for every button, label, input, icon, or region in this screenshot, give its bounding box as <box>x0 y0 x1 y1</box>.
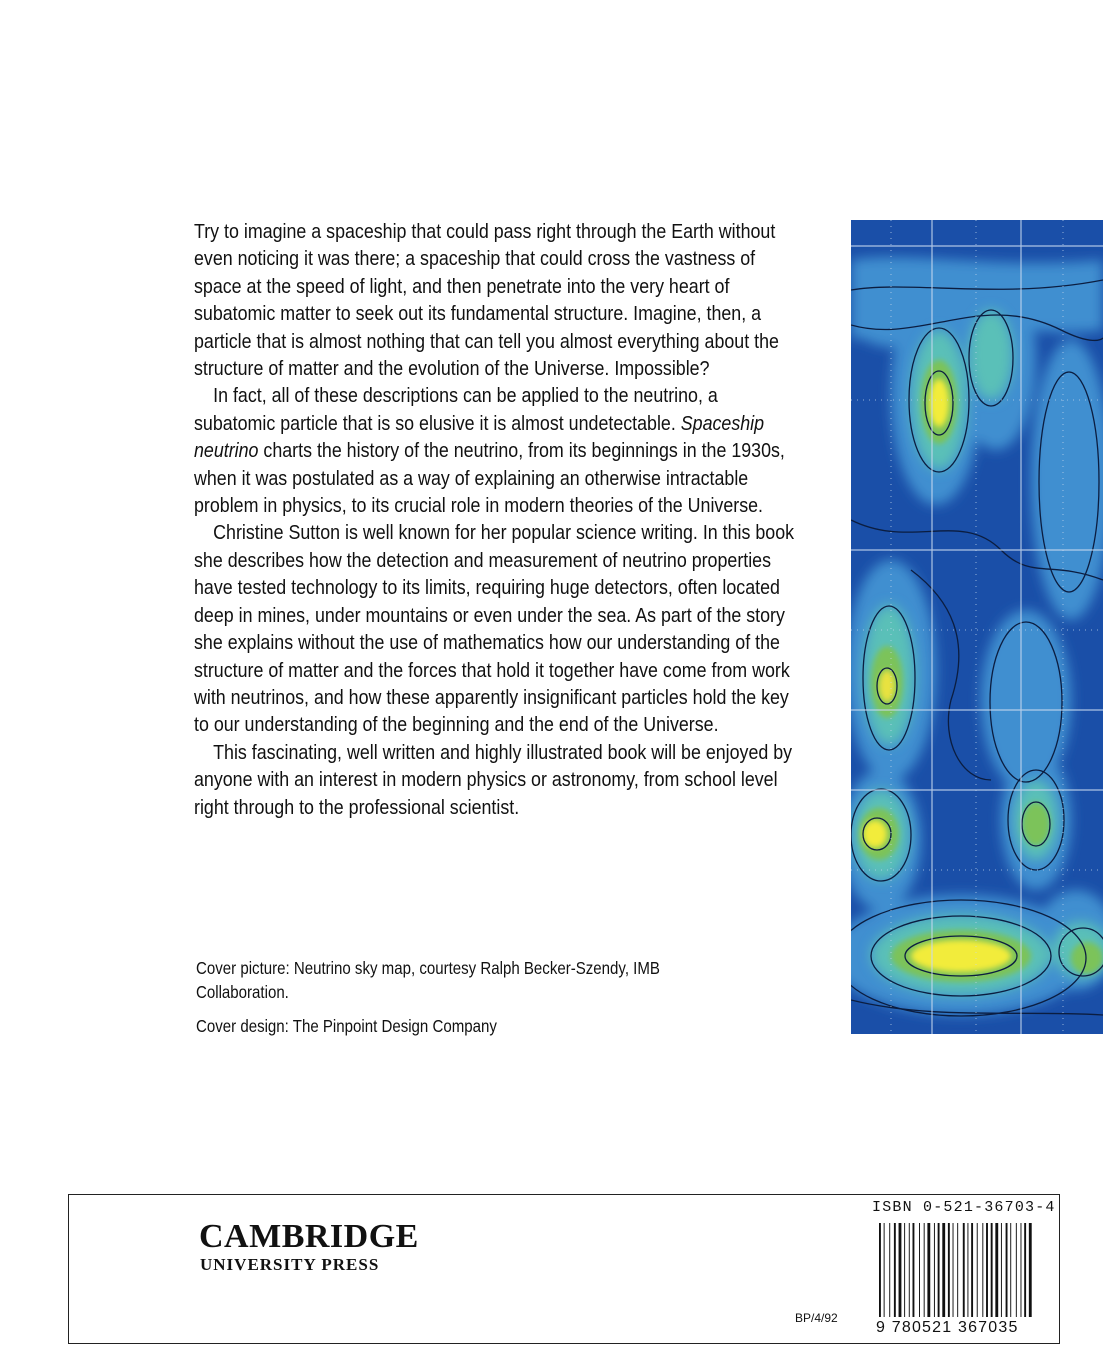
barcode-bar <box>919 1223 920 1317</box>
barcode-bar <box>913 1223 915 1317</box>
barcode-bar <box>948 1223 950 1317</box>
barcode-bar <box>967 1223 968 1317</box>
barcode-bar <box>884 1223 885 1327</box>
barcode-bar <box>953 1223 954 1317</box>
barcode-bar <box>977 1223 978 1317</box>
barcode-bar <box>927 1223 930 1317</box>
barcode-bar <box>1029 1223 1032 1327</box>
cover-picture-credit: Cover picture: Neutrino sky map, courtesy Ralph Becker-Szendy, IMB Collaboration. <box>196 958 660 1002</box>
blurb-paragraph-2-text: In fact, all of these descriptions can be applied to the neutrino, a subatomic particle that is so elusive it is almost undetectable. <box>194 384 718 435</box>
blurb-paragraph-1: Try to imagine a spaceship that could pass right through the Earth without even noticing it was there; a spaceship that could cross the vastness of space at the speed of light, and then penetrate into the very heart of subatomic matter to seek out its fundamental structure. Imagine, then, a particle that is almost nothing that can tell you almost everything about the structure of matter and the evolution of the Universe. Impossible? <box>194 220 779 381</box>
blurb-paragraph-2-continued: charts the history of the neutrino, from its beginnings in the 1930s, when it was postulated as a way of explaining an otherwise intractable problem in physics, to its crucial role in modern theories of the Universe. <box>194 439 785 518</box>
barcode-bar <box>938 1223 940 1317</box>
barcode-bar <box>995 1223 998 1317</box>
isbn-label: ISBN 0-521-36703-4 <box>872 1199 1056 1216</box>
barcode-bar <box>1016 1223 1017 1317</box>
barcode-bar <box>899 1223 902 1317</box>
barcode-bar <box>894 1223 896 1317</box>
barcode-bar <box>904 1223 905 1317</box>
barcode-bar <box>1021 1223 1022 1317</box>
publisher-logo-sub: UNIVERSITY PRESS <box>200 1255 380 1274</box>
blurb-paragraph-2 <box>194 382 803 519</box>
barcode-bar <box>991 1223 993 1317</box>
barcode-bar <box>909 1223 910 1317</box>
barcode-bar <box>1024 1223 1026 1317</box>
blurb-paragraph-4: This fascinating, well written and highly illustrated book will be enjoyed by anyone with an interest in modern physics or astronomy, from school level right through to the professional scientist. <box>194 740 793 819</box>
print-code: BP/4/92 <box>795 1311 838 1325</box>
blurb-paragraph-3: Christine Sutton is well known for her popular science writing. In this book she describes how the detection and measurement of neutrino properties have tested technology to its limits, requiring huge detectors, often located deep in mines, under mountains or even under the sea. As part of the story she explains without the use of mathematics how our understanding of the structure of matter and the forces that hold it together have come from work with neutrinos, and how these apparently insignificant particles hold the key to our understanding of the beginning and the end of the Universe. <box>194 521 795 737</box>
publisher-logo-main: CAMBRIDGE <box>199 1218 419 1255</box>
barcode-number: 9 780521 367035 <box>876 1319 1019 1335</box>
barcode-bar <box>879 1223 881 1327</box>
barcode-bar <box>1006 1223 1008 1317</box>
cover-design-credit: Cover design: The Pinpoint Design Company <box>196 1016 497 1036</box>
barcode-bar <box>934 1223 935 1317</box>
book-title: Spaceship neutrino <box>194 411 765 463</box>
back-cover-blurb <box>194 218 803 821</box>
barcode-bar <box>986 1223 988 1317</box>
barcode-bar <box>971 1223 973 1317</box>
barcode-bar <box>889 1223 890 1317</box>
cover-credits <box>196 956 712 1038</box>
neutrino-sky-map-image <box>851 220 1103 1034</box>
barcode-bar <box>1010 1223 1011 1317</box>
publisher-footer <box>68 1194 1060 1344</box>
barcode-bar <box>1001 1223 1002 1317</box>
barcode-bar <box>942 1223 945 1317</box>
barcode-bar <box>982 1223 983 1317</box>
barcode-bar <box>924 1223 925 1317</box>
barcode-icon <box>875 1223 1051 1335</box>
barcode-bar <box>957 1223 958 1317</box>
barcode-bar <box>963 1223 965 1317</box>
